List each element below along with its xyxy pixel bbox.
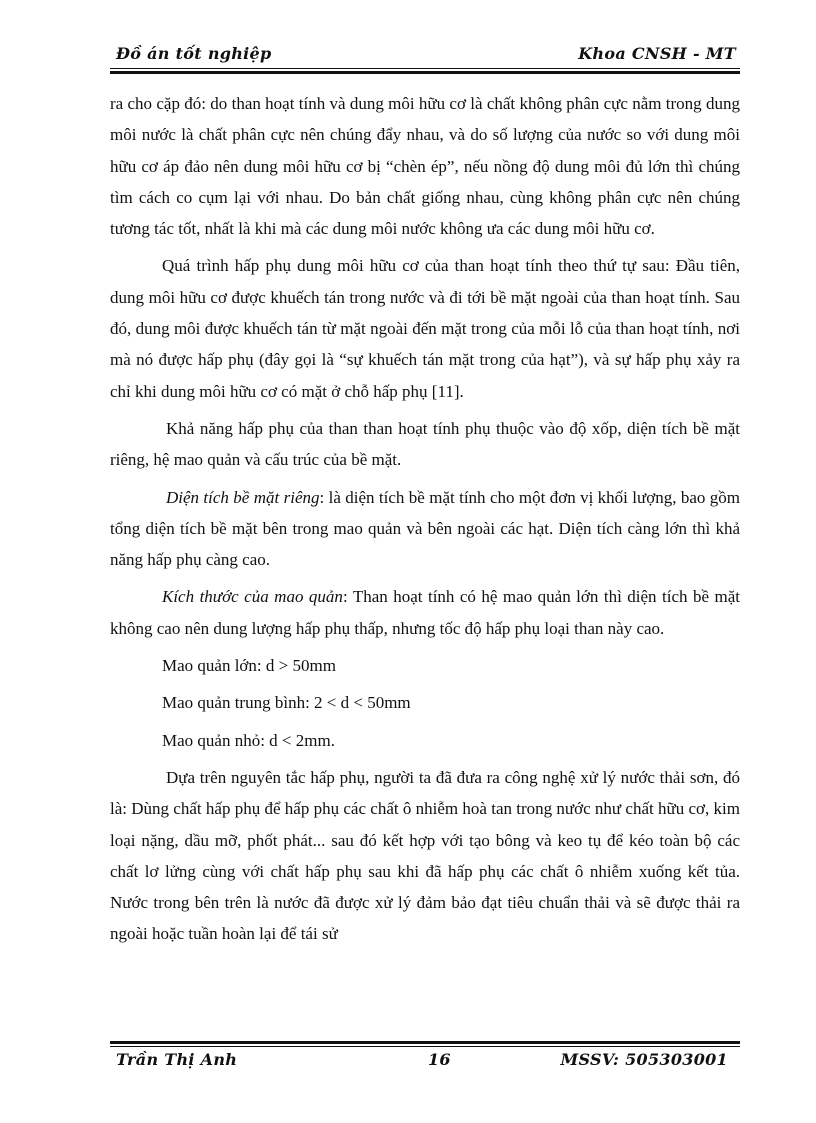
list-item: Mao quản lớn: d > 50mm [162,656,336,676]
paragraph-5 [110,581,740,644]
paragraph-4-text: : là diện tích bề mặt tính cho một đơn vị khối lượng, bao gồm tổng diện tích bề mặt bên trong mao quản và bên ngoài các hạt. Diện tích càng lớn thì khả năng hấp phụ càng cao. [110,487,741,570]
page-header [110,44,740,68]
list-item: Mao quản nhỏ: d < 2mm. [162,730,335,750]
page-footer [110,1050,740,1074]
header-rule-thin [110,68,740,69]
header-faculty: Khoa CNSH - MT [578,44,736,63]
list-item: Mao quản trung bình: 2 < d < 50mm [162,693,411,713]
paragraph-5-text: : Than hoạt tính có hệ mao quản lớn thì diện tích bề mặt không cao nên dung lượng hấp phụ thấp, nhưng tốc độ hấp phụ loại than này cao. [110,587,741,638]
term-specific-surface-area: Diện tích bề mặt riêng [166,487,320,507]
footer-student-id: MSSV: 505303001 [560,1050,728,1069]
page-number: 16 [428,1050,451,1069]
document-body [110,88,740,950]
header-thesis-title: Đồ án tốt nghiệp [116,44,272,63]
paragraph-2: Quá trình hấp phụ dung môi hữu cơ của than hoạt tính theo thứ tự sau: Đầu tiên, dung môi hữu cơ được khuếch tán trong nước và đi tới bề mặt ngoài của than hoạt tính. Sau đó, dung môi được khuếch tán từ mặt ngoài đến mặt trong của mỗi lỗ của than hoạt tính, nơi mà nó được hấp phụ (đây gọi là “sự khuếch tán mặt trong của hạt”), và sự hấp phụ xảy ra chỉ khi dung môi hữu cơ có mặt ở chỗ hấp phụ [11]. [110,256,740,401]
paragraph-1: ra cho cặp đó: do than hoạt tính và dung môi hữu cơ là chất không phân cực nằm trong dung môi nước là chất phân cực nên chúng đẩy nhau, và do số lượng của nước so với dung môi hữu cơ áp đảo nên dung môi hữu cơ bị “chèn ép”, nếu nồng độ dung môi đủ lớn thì chúng tìm cách co cụm lại với nhau. Do bản chất giống nhau, cùng không phân cực nên chúng tương tác tốt, nhất là khi mà các dung môi nước không ưa các dung môi hữu cơ. [110,94,740,239]
footer-author: Trần Thị Anh [116,1050,238,1069]
footer-rule-thin [110,1046,740,1047]
term-pore-size: Kích thước của mao quản [162,587,343,607]
paragraph-3: Khả năng hấp phụ của than than hoạt tính phụ thuộc vào độ xốp, diện tích bề mặt riêng, hệ mao quản và cấu trúc của bề mặt. [110,418,740,470]
paragraph-6: Dựa trên nguyên tắc hấp phụ, người ta đã đưa ra công nghệ xử lý nước thải sơn, đó là: Dùng chất hấp phụ để hấp phụ các chất ô nhiễm hoà tan trong nước như chất hữu cơ, kim loại nặng, dầu mỡ, phốt phát... sau đó kết hợp với tạo bông và keo tụ để kéo toàn bộ các chất lơ lửng cùng với chất hấp phụ sau khi đã hấp phụ các chất ô nhiễm xuống kết tủa. Nước trong bên trên là nước đã được xử lý đảm bảo đạt tiêu chuẩn thải và sẽ được thải ra ngoài hoặc tuần hoàn lại để tái sử [110,767,740,944]
footer-rule-thick [110,1041,740,1044]
header-rule-thick [110,71,740,74]
paragraph-4 [110,482,740,576]
